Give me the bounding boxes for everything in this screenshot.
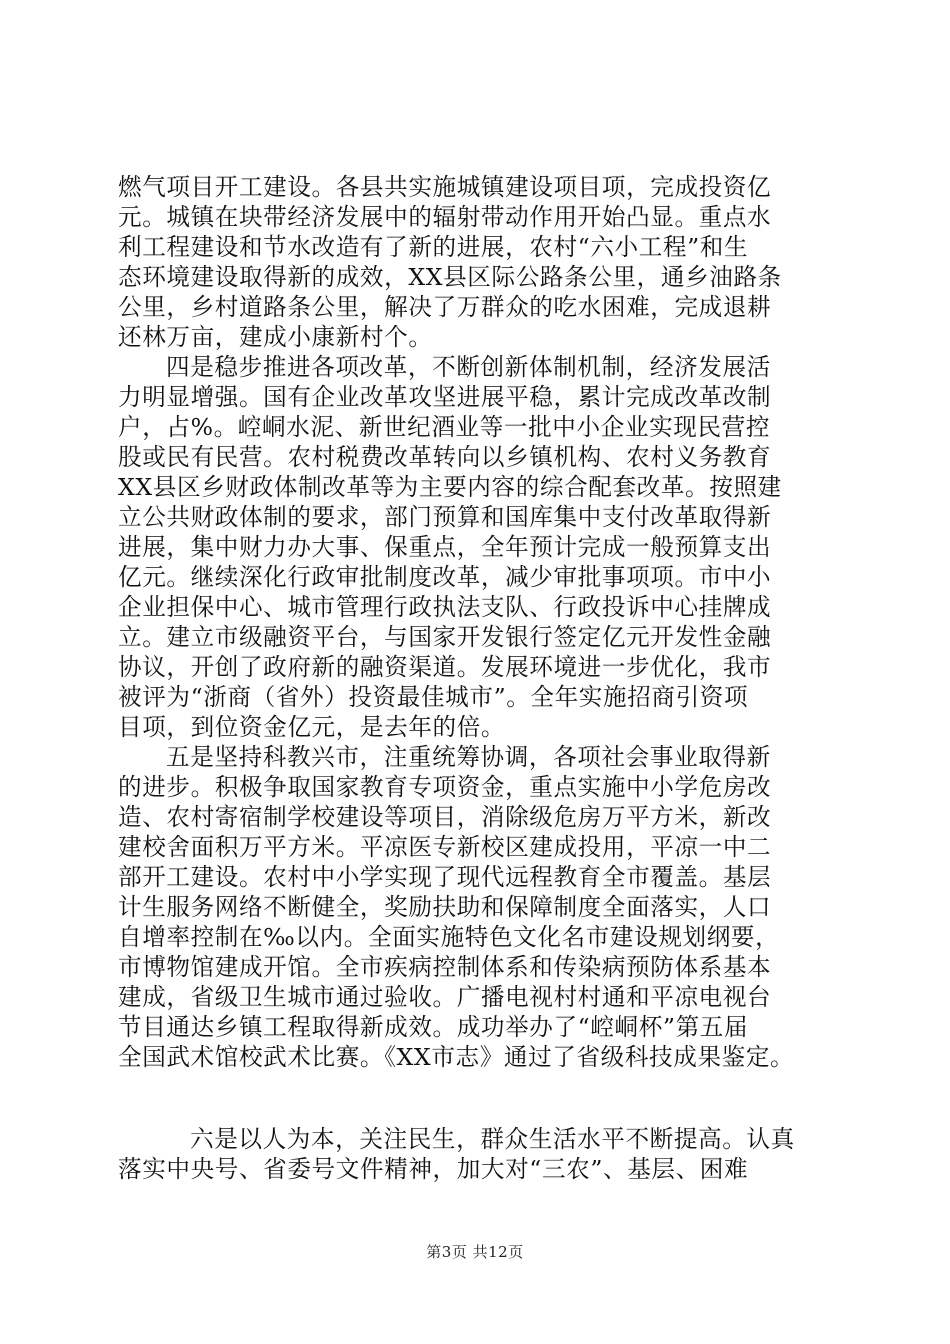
text-line: 造、农村寄宿制学校建设等项目，消除级危房万平方米，新改 [118, 803, 772, 831]
text-line: 元。城镇在块带经济发展中的辐射带动作用开始凸显。重点水 [118, 203, 772, 231]
text-line: 自增率控制在‰以内。全面实施特色文化名市建设规划纲要， [118, 923, 780, 951]
text-line: 节目通达乡镇工程取得新成效。成功举办了“崆峒杯”第五届 [118, 1013, 749, 1041]
text-line: 企业担保中心、城市管理行政执法支队、行政投诉中心挂牌成 [118, 593, 772, 621]
text-line: 利工程建设和节水改造有了新的进展，农村“六小工程”和生 [118, 233, 749, 261]
text-line: 全国武术馆校武术比赛。《XX市志》通过了省级科技成果鉴定。 [118, 1043, 795, 1071]
text-line: 部开工建设。农村中小学实现了现代远程教育全市覆盖。基层 [118, 863, 772, 891]
text-line: 建成，省级卫生城市通过验收。广播电视村村通和平凉电视台 [118, 983, 772, 1011]
text-line: 亿元。继续深化行政审批制度改革，减少审批事项项。市中小 [118, 563, 772, 591]
text-line: XX县区乡财政体制改革等为主要内容的综合配套改革。按照建 [118, 473, 782, 501]
text-line: 协议，开创了政府新的融资渠道。发展环境进一步优化，我市 [118, 653, 772, 681]
text-line: 市博物馆建成开馆。全市疾病控制体系和传染病预防体系基本 [118, 953, 772, 981]
text-line: 态环境建设取得新的成效，XX县区际公路条公里，通乡油路条 [118, 263, 782, 291]
text-line: 立。建立市级融资平台，与国家开发银行签定亿元开发性金融 [118, 623, 772, 651]
paragraph-start-line: 五是坚持科教兴市，注重统筹协调，各项社会事业取得新 [166, 743, 771, 771]
text-line: 计生服务网络不断健全，奖励扶助和保障制度全面落实，人口 [118, 893, 772, 921]
text-line: 进展，集中财力办大事、保重点，全年预计完成一般预算支出 [118, 533, 772, 561]
text-line: 股或民有民营。农村税费改革转向以乡镇机构、农村义务教育 [118, 443, 772, 471]
body-text-continued [118, 1124, 840, 1184]
text-line: 还林万亩，建成小康新村个。 [118, 323, 433, 351]
paragraph-start-line: 四是稳步推进各项改革，不断创新体制机制，经济发展活 [166, 353, 771, 381]
body-text-main [118, 172, 840, 1072]
text-line: 力明显增强。国有企业改革攻坚进展平稳，累计完成改革改制 [118, 383, 772, 411]
text-line: 建校舍面积万平方米。平凉医专新校区建成投用，平凉一中二 [118, 833, 772, 861]
text-line: 目项，到位资金亿元，是去年的倍。 [118, 713, 506, 741]
paragraph-start-line: 六是以人为本，关注民生，群众生活水平不断提高。认真 [190, 1125, 795, 1153]
page-number-footer: 第3页 共12页 [426, 1243, 524, 1261]
text-line: 被评为“浙商（省外）投资最佳城市”。全年实施招商引资项 [118, 683, 749, 711]
text-line: 燃气项目开工建设。各县共实施城镇建设项目项，完成投资亿 [118, 173, 772, 201]
text-line: 立公共财政体制的要求，部门预算和国库集中支付改革取得新 [118, 503, 772, 531]
text-line: 的进步。积极争取国家教育专项资金，重点实施中小学危房改 [118, 773, 772, 801]
text-line: 公里，乡村道路条公里，解决了万群众的吃水困难，完成退耕 [118, 293, 772, 321]
text-line: 落实中央号、省委号文件精神，加大对“三农”、基层、困难 [118, 1155, 749, 1183]
text-line: 户，占%。崆峒水泥、新世纪酒业等一批中小企业实现民营控 [118, 413, 771, 441]
